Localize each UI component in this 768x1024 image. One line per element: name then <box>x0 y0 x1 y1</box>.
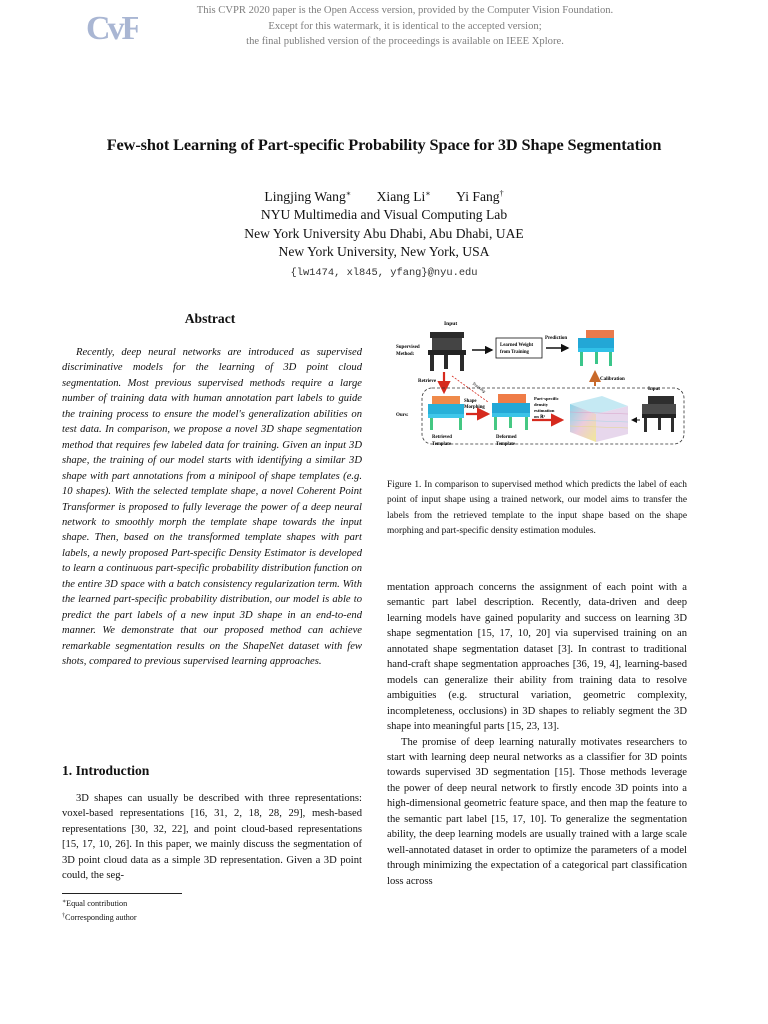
figure-caption-text: Figure 1. In comparison to supervised method which predicts the label of each point of input shape using a trained network, our model aims to transfer the labels from the retrieved template to the input shape based on the shape morphing and part-specific density estimation modules. <box>387 480 687 537</box>
fig-label-part-specific: Part-specific <box>534 396 559 401</box>
fig-label-estimation: estimation <box>534 408 555 413</box>
footnote-corresponding-author <box>62 910 137 924</box>
prediction-chair <box>578 330 614 366</box>
author-block <box>0 185 768 282</box>
figure-1-caption <box>387 478 687 540</box>
abstract-paragraph: Recently, deep neural networks are introduced as supervised discriminative models for the learning of 3D point cloud segmentation. Most previous supervised methods require a large number of training data with human annotation part labels to guide the training process to ensure the model's generalization abilities on test data. In comparison, we propose a novel 3D shape segmentation method that requires few labeled data for training. Given an input 3D shape, the training of our model starts with identifying a similar 3D shape with part annotations from a minipool of shape templates (e.g. 10 shapes). With the selected template shape, a novel Coherent Point Transformer is proposed to fully leverage the power of a deep neural network to smoothly morph the template shape towards the input shape. Then, based on the transformed template shapes with part labels, a newly proposed Part-specific Density Estimator is developed to learn a continuous part-specific probability distribution function on the entire 3D space with a batch consistency regularization term. With the learned part-specific probability distribution, our model is able to predict the part labels of a new input 3D shape in an end-to-end manner. We demonstrate that our proposed method can achieve remarkable segmentation results on the ShapeNet dataset with few shots, compared to previous supervised learning approaches. <box>62 347 362 668</box>
footnote-text: Corresponding author <box>65 913 137 922</box>
footnote-text: Equal contribution <box>66 899 128 908</box>
fig-label-from-training: from Training <box>500 350 529 355</box>
fig-label-training: Training <box>471 380 487 394</box>
author-name: Yi Fang <box>456 189 500 204</box>
footnote-mark: † <box>62 913 65 919</box>
fig-label-shape: Shape <box>464 399 477 404</box>
retrieved-template-chair <box>428 396 464 430</box>
fig-label-supervised: Supervised <box>396 345 420 350</box>
affiliation-abu-dhabi: New York University Abu Dhabi, Abu Dhabi, UAE <box>244 225 524 241</box>
fig-label-on-r3: on ℝ³ <box>534 414 546 419</box>
fig-label-input-top: Input <box>444 321 458 327</box>
fig-label-template-1: Template <box>432 442 452 447</box>
svg-text:CvF: CvF <box>86 10 138 44</box>
author-mark: ∗ <box>425 189 431 198</box>
fig-label-learned-weight: Learned Weight <box>500 343 534 348</box>
open-access-watermark <box>160 3 650 50</box>
watermark-line-1: This CVPR 2020 paper is the Open Access version, provided by the Computer Vision Foundation. <box>196 5 614 16</box>
author <box>456 185 503 206</box>
fig-label-density: density <box>534 402 549 407</box>
footnote-divider <box>62 893 182 894</box>
footnote-mark: ∗ <box>62 899 67 905</box>
fig-label-ours: Ours: <box>396 413 409 418</box>
introduction-body <box>62 791 362 884</box>
fig-label-calibration: Calibration <box>600 377 625 382</box>
learned-weight-box <box>496 338 542 358</box>
figure-1-diagram <box>392 316 688 466</box>
abstract-heading: Abstract <box>184 311 236 326</box>
affiliation-new-york: New York University, New York, USA <box>278 244 490 260</box>
affiliation-lab: NYU Multimedia and Visual Computing Lab <box>260 207 508 223</box>
input-chair-dark <box>428 332 466 371</box>
figure-1 <box>392 316 688 466</box>
footnote-equal-contribution <box>62 896 137 910</box>
author-names <box>0 185 768 206</box>
input-chair-right <box>642 396 676 432</box>
fig-label-morphing: Morphing <box>464 405 485 410</box>
author <box>264 185 351 206</box>
intro-continuation-paragraph: mentation approach concerns the assignment of each point with a semantic part label description. Recently, data-driven and deep learning models have gained popularity and success on learning 3D shape segmentation [15, 17, 10, 20] via supervised training on an annotated shape segmentation dataset [3]. In contrast to traditional hand-craft shape segmentation approaches [36, 19, 4], learning-based models can generalize their ability from training data to resolve ambiguities (e.g. structural variation, geometric complexity, incompleteness, occlusions) in 3D shapes to reliably segment the 3D shape into meaningful parts [15, 23, 13]. <box>387 582 687 733</box>
introduction-heading: 1. Introduction <box>62 763 150 778</box>
right-column-body <box>387 580 687 889</box>
footnotes <box>62 896 137 924</box>
author <box>377 185 431 206</box>
fig-label-deformed: Deformed <box>496 435 517 440</box>
author-name: Xiang Li <box>376 189 426 204</box>
author-mark: † <box>499 189 504 198</box>
density-cube <box>570 396 628 442</box>
author-email[interactable]: {lw1474, xl845, yfang}@nyu.edu <box>290 266 478 279</box>
fig-label-retrieved: Retrieved <box>432 435 452 440</box>
introduction-paragraph: 3D shapes can usually be described with three representations: voxel-based representations [16, 31, 2, 18, 28, 29], mesh-based representations [30, 32, 22], and point cloud-based representations [15, 17, 10, 26]. In this paper, we mainly discuss the segmentation of 3D point cloud data as a simple 3D representation. Given a 3D point could, the seg- <box>62 793 362 882</box>
fig-label-retrieve: Retrieve <box>418 379 437 384</box>
fig-label-input-right: Input <box>648 387 660 392</box>
watermark-line-3: the final published version of the proceedings is available on IEEE Xplore. <box>246 36 564 48</box>
fig-label-method: Method: <box>396 352 415 357</box>
author-name: Lingjing Wang <box>264 189 346 204</box>
fig-label-prediction: Prediction <box>545 336 568 341</box>
author-mark: ∗ <box>345 189 352 198</box>
abstract-body <box>62 345 362 670</box>
paper-title: Few-shot Learning of Part-specific Probability Space for 3D Shape Segmentation <box>106 135 662 154</box>
watermark-line-2: Except for this watermark, it is identical to the accepted version; <box>268 20 542 32</box>
fig-label-template-2: Template <box>496 442 516 447</box>
deformed-template-chair <box>492 394 530 430</box>
deep-learning-paragraph: The promise of deep learning naturally motivates researchers to start with learning deep neural networks as a classifier for 3D points towards supervised 3D segmentation [15]. Those methods leverage the power of deep neural network to firstly encode 3D points into a high-dimensional geometric feature space, and then map the feature to the semantic part label [15, 17, 10]. To generalize the segmentation ability, the deep learning models are usually trained with a large scale well-annotated dataset in order to optimize the parameters of a model through minimizing the expectation of a categorical part classification loss across <box>387 736 687 887</box>
cvf-logo <box>86 6 138 44</box>
